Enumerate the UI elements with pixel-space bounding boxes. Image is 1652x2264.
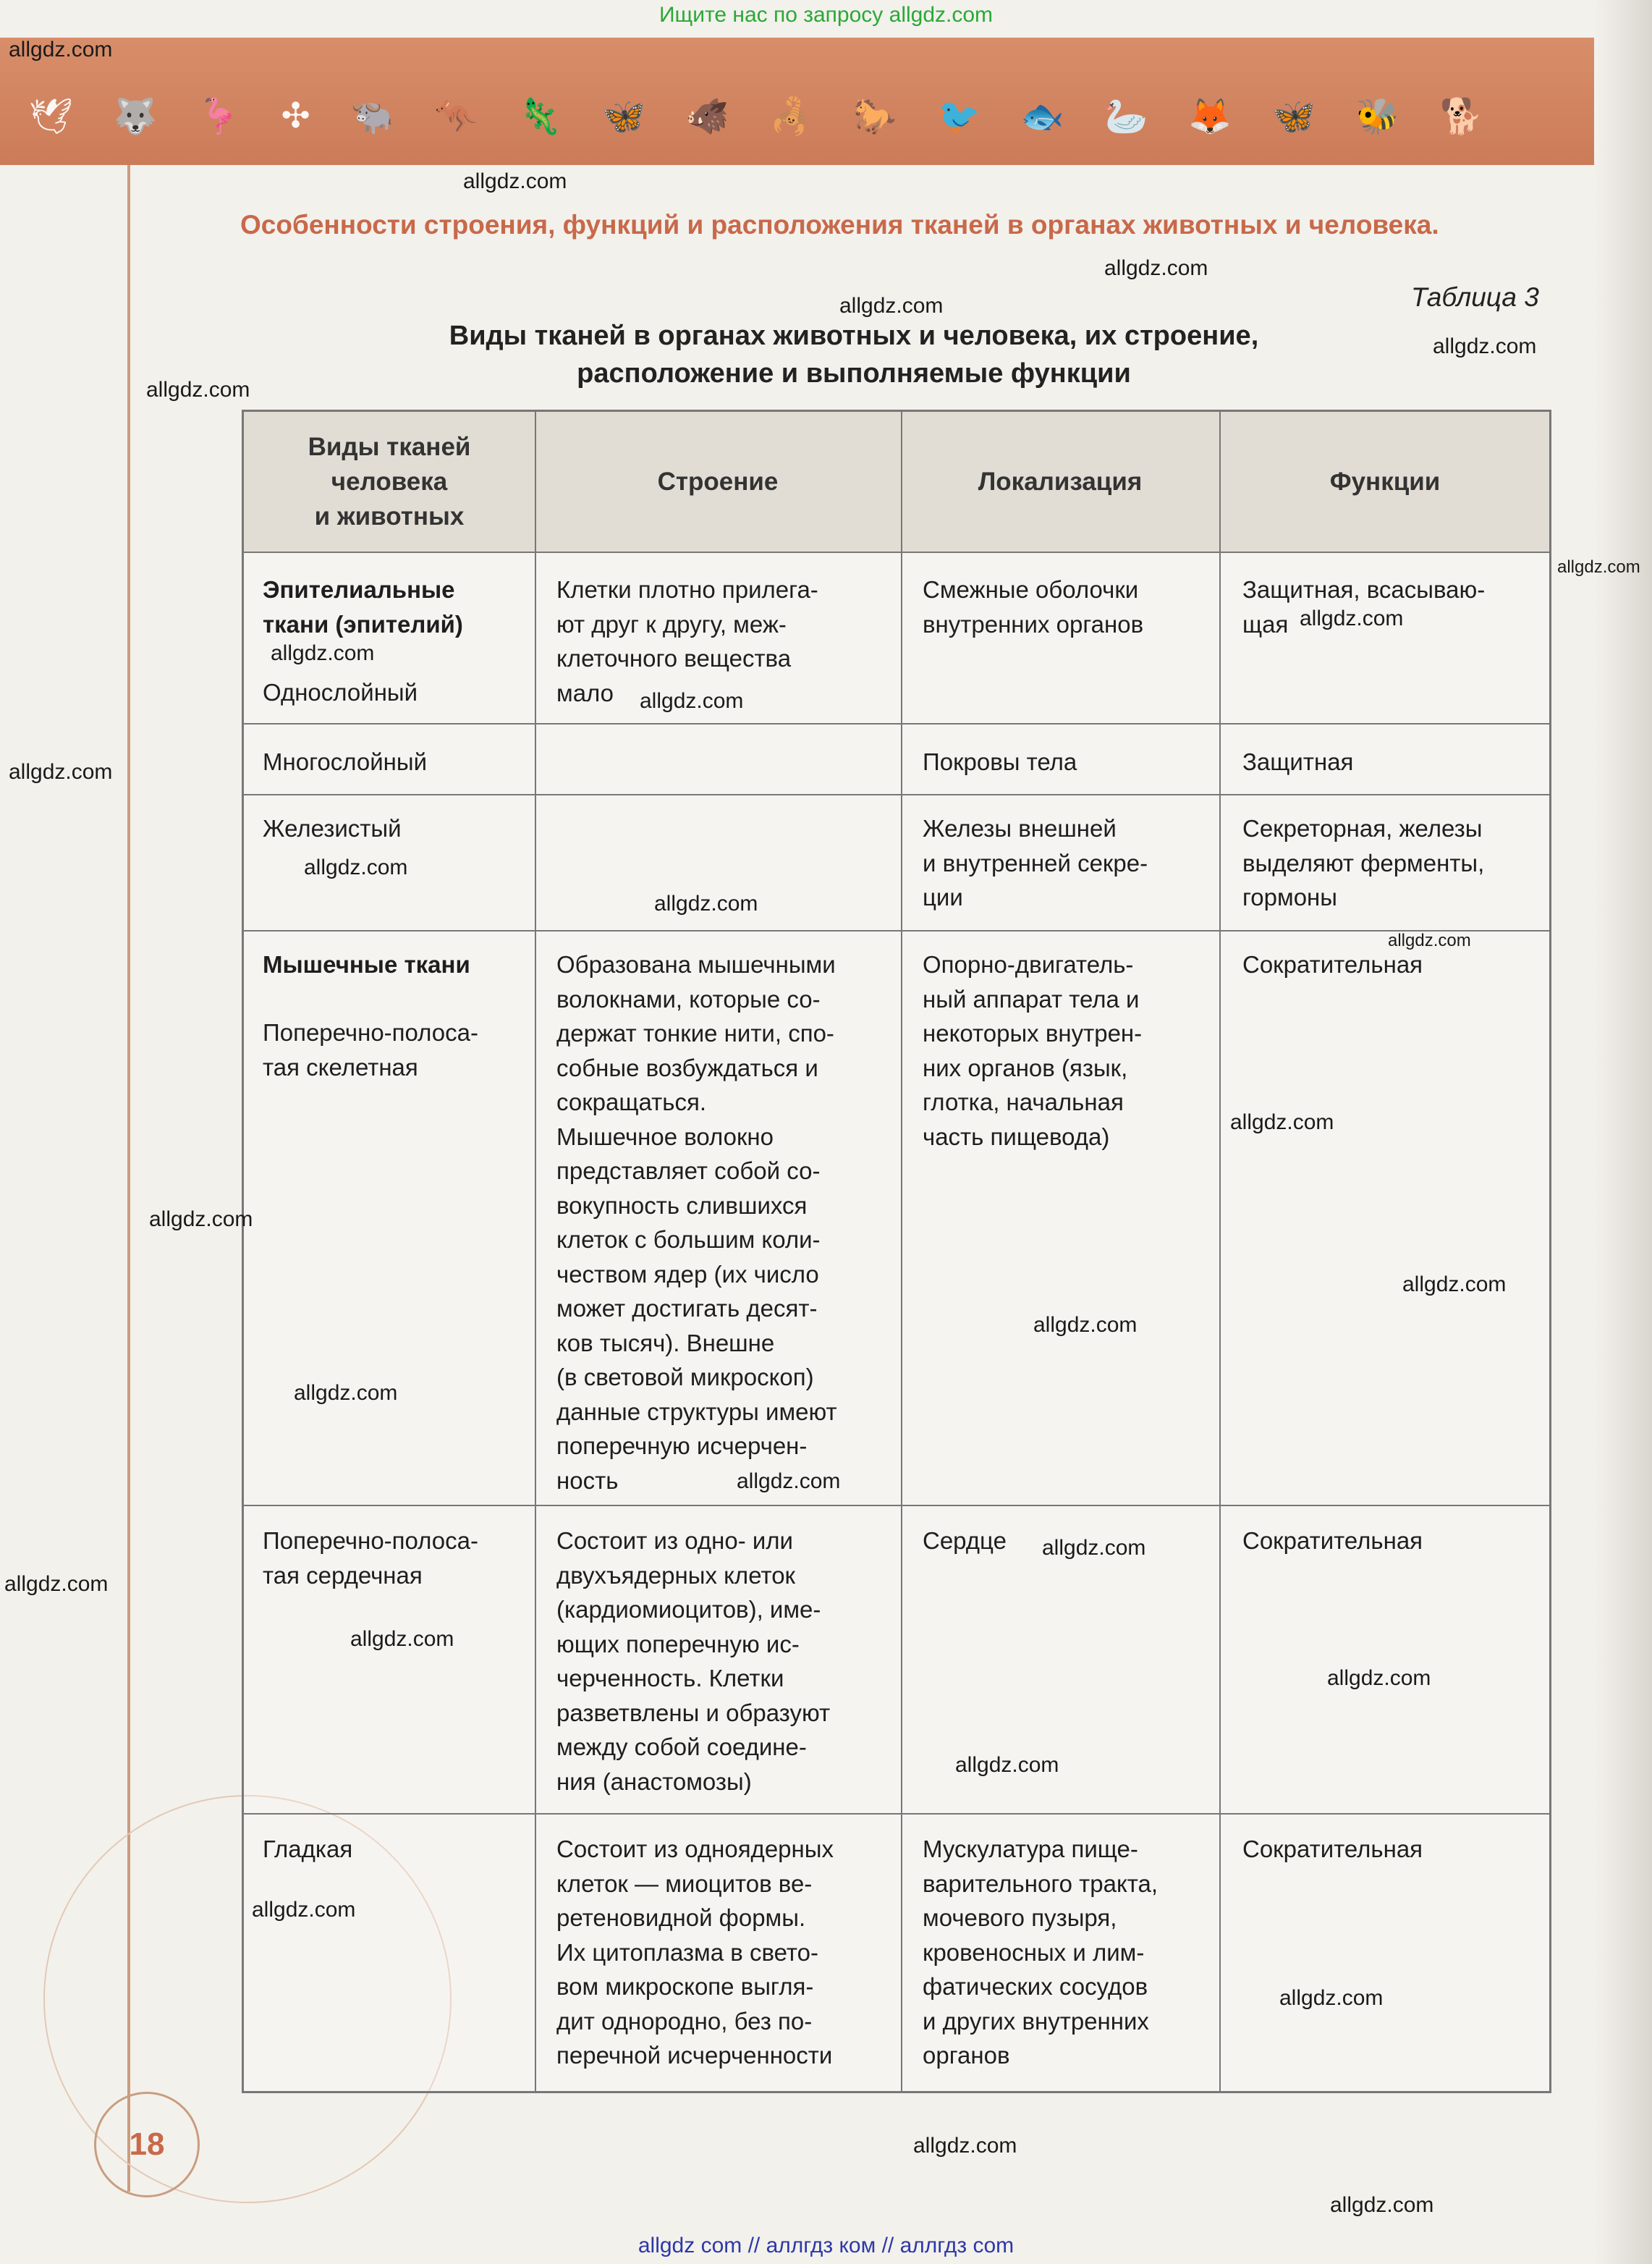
header-line: и животных <box>314 502 465 531</box>
cell-line: вом микроскопе выгля- <box>556 1973 814 2000</box>
table-rule <box>901 412 902 2091</box>
cell-line: Железы внешней <box>923 815 1117 842</box>
watermark: allgdz.com <box>350 1627 454 1651</box>
cell-line: Многослойный <box>263 748 428 775</box>
cell-line: чеством ядер (их число <box>556 1260 819 1288</box>
cell-line: Поперечно-полоса- <box>263 1527 478 1554</box>
heron-icon: 🦩 <box>197 98 241 136</box>
cell-epithelial-single-loc <box>923 573 1143 641</box>
cell-line: Защитная, всасываю- <box>1242 576 1486 603</box>
column-header-structure <box>535 412 901 552</box>
cell-muscle-skeletal-loc <box>923 947 1142 1154</box>
tissue-table <box>242 410 1551 2093</box>
watermark: allgdz.com <box>1033 1313 1138 1337</box>
watermark: allgdz.com <box>294 1381 398 1405</box>
watermark: allgdz.com <box>304 856 408 879</box>
page-edge-shadow <box>1594 0 1652 2264</box>
watermark: allgdz.com <box>1279 1986 1384 2010</box>
dragonfly-icon: ✣ <box>281 97 310 135</box>
table-title-line: расположение и выполняемые функции <box>577 358 1131 389</box>
header-line: Строение <box>657 467 779 496</box>
watermark: allgdz.com <box>1402 1272 1507 1296</box>
header-line: Функции <box>1329 467 1441 496</box>
cell-line: клеток — миоцитов ве- <box>556 1870 813 1897</box>
cell-muscle-smooth-structure <box>556 1832 834 2073</box>
watermark: allgdz.com <box>463 169 567 193</box>
cell-epithelial-multi <box>263 745 427 780</box>
swallow-icon: 🐦 <box>937 98 980 136</box>
butterfly-icon: 🦋 <box>601 98 645 136</box>
cell-line: Смежные оболочки <box>923 576 1139 603</box>
cell-line: Эпителиальные <box>263 576 455 603</box>
watermark: allgdz.com <box>1330 2193 1434 2217</box>
table-number: Таблица 3 <box>1411 282 1539 312</box>
fish-icon: 🐟 <box>1020 98 1064 136</box>
wolf-icon: 🐺 <box>113 98 157 136</box>
cell-line: гормоны <box>1242 884 1338 911</box>
header-line: Виды тканей <box>308 432 471 461</box>
watermark: allgdz.com <box>955 1753 1059 1777</box>
watermark: allgdz.com <box>1433 334 1537 358</box>
fox-icon: 🦊 <box>1188 98 1232 136</box>
column-header-localization <box>901 412 1219 552</box>
watermark: allgdz.com <box>4 1572 109 1596</box>
cell-muscle-smooth-loc <box>923 1832 1158 2073</box>
cell-line: может достигать десят- <box>556 1295 818 1322</box>
cell-line: (кардиомиоцитов), име- <box>556 1596 821 1623</box>
cell-line: и внутренней секре- <box>923 849 1148 877</box>
cell-muscle-cardiac-loc <box>923 1524 1007 1558</box>
column-header-functions <box>1219 412 1551 552</box>
cell-line: ный аппарат тела и <box>923 985 1140 1013</box>
watermark: allgdz.com <box>1388 931 1471 950</box>
cell-line: ции <box>923 884 963 911</box>
table-rule <box>244 723 1549 725</box>
cell-line: некоторых внутрен- <box>923 1020 1143 1047</box>
header-line: Локализация <box>978 467 1143 496</box>
watermark: allgdz.com <box>1327 1666 1431 1690</box>
cell-line: ков тысяч). Внешне <box>556 1329 775 1356</box>
table-rule <box>244 794 1549 795</box>
moth-icon: 🦋 <box>1272 98 1316 136</box>
watermark: allgdz.com <box>654 892 758 916</box>
cell-line: выделяют ферменты, <box>1242 849 1485 877</box>
watermark: allgdz.com <box>1557 557 1640 577</box>
cell-muscle-smooth <box>263 1832 352 1867</box>
cell-line: тая скелетная <box>263 1053 418 1081</box>
cell-line: Образована мышечными <box>556 951 836 978</box>
cell-line: ния (анастомозы) <box>556 1767 752 1795</box>
bird-icon: 🕊 <box>29 98 73 136</box>
cell-line: между собой соедине- <box>556 1733 807 1760</box>
cell-line: волокнами, которые со- <box>556 985 821 1013</box>
table-rule <box>244 1505 1549 1506</box>
watermark: allgdz.com <box>640 689 744 713</box>
cell-line: варительного тракта, <box>923 1870 1158 1897</box>
cell-line: глотка, начальная <box>923 1089 1124 1115</box>
section-heading: Особенности строения, функций и расположения тканей в органах животных и человека. <box>240 210 1439 240</box>
cell-line: Мускулатура пище- <box>923 1836 1138 1862</box>
cell-line: Секреторная, железы <box>1242 815 1483 842</box>
cell-muscle-smooth-func <box>1242 1832 1423 1867</box>
cell-line: и других внутренних <box>923 2007 1149 2035</box>
watermark: allgdz.com <box>146 378 250 402</box>
watermark: allgdz.com <box>149 1207 253 1231</box>
table-rule <box>244 552 1549 553</box>
watermark: allgdz.com <box>737 1469 841 1493</box>
cell-line: фатических сосудов <box>923 1973 1148 2000</box>
header-line: человека <box>331 467 448 496</box>
cell-epithelial-gland-loc <box>923 811 1148 915</box>
cell-line: ющих поперечную ис- <box>556 1630 800 1657</box>
watermark: allgdz.com <box>1104 256 1208 280</box>
watermark: allgdz.com <box>9 760 113 784</box>
cell-line: Клетки плотно прилега- <box>556 576 818 603</box>
cell-line: Состоит из одно- или <box>556 1527 793 1554</box>
table-rule <box>244 930 1549 932</box>
animal-icons-row <box>29 96 1483 137</box>
cell-line: дит однородно, без по- <box>556 2007 813 2035</box>
table-rule <box>535 412 536 2091</box>
cell-muscle-cardiac <box>263 1524 478 1592</box>
cell-line: черченность. Клетки <box>556 1665 784 1691</box>
cell-line: мало <box>556 679 614 706</box>
cell-line: сокращаться. <box>556 1089 706 1115</box>
cell-line: клеточного вещества <box>556 645 792 672</box>
wasp-icon: 🐝 <box>1355 98 1399 136</box>
bison-icon: 🐃 <box>350 98 394 136</box>
watermark: allgdz.com <box>839 294 944 318</box>
watermark: allgdz.com <box>271 641 375 665</box>
cell-epithelial-type <box>263 573 463 641</box>
cell-line: ретеновидной формы. <box>556 1904 806 1931</box>
watermark: allgdz.com <box>252 1898 356 1922</box>
cell-line: клеток с большим коли- <box>556 1226 821 1253</box>
bottom-links[interactable]: allgdz com // аллгдз ком // аллгдз com <box>637 2234 1015 2257</box>
cell-line: собные возбуждаться и <box>556 1054 818 1081</box>
cell-line: ность <box>556 1466 619 1494</box>
watermark: allgdz.com <box>1300 607 1404 630</box>
column-header-tissue-type <box>244 412 535 552</box>
cell-line: Сократительная <box>1242 1527 1423 1554</box>
cell-line: Опорно-двигатель- <box>923 951 1134 978</box>
top-search-link[interactable]: Ищите нас по запросу allgdz.com <box>658 3 994 27</box>
cell-epithelial-gland-func <box>1242 811 1484 915</box>
cell-line: Однослойный <box>263 679 418 706</box>
scorpion-icon: 🦂 <box>769 98 813 136</box>
watermark: allgdz.com <box>913 2134 1017 2158</box>
cell-line: представляет собой со- <box>556 1157 821 1184</box>
cell-muscle-skeletal-func <box>1242 947 1423 982</box>
page-number: 18 <box>94 2092 200 2197</box>
cell-line: Железистый <box>263 815 402 842</box>
cell-line: (в световой микроскоп) <box>556 1364 814 1390</box>
hog-icon: 🐗 <box>685 98 729 136</box>
cell-line: Мышечные ткани <box>263 951 470 978</box>
cell-line: ткани (эпителий) <box>263 610 463 638</box>
cell-line: органов <box>923 2042 1010 2069</box>
cell-muscle-skeletal-structure <box>556 947 837 1498</box>
cell-line: Покровы тела <box>923 748 1077 775</box>
cell-line: Сердце <box>923 1527 1007 1554</box>
watermark: allgdz.com <box>9 38 113 62</box>
lizard-icon: 🦎 <box>518 98 562 136</box>
cell-line: Защитная <box>1242 748 1354 775</box>
cell-muscle-cardiac-func <box>1242 1524 1423 1558</box>
cell-line: тая сердечная <box>263 1561 423 1589</box>
cell-line: поперечную исчерчен- <box>556 1432 808 1459</box>
cell-line: них органов (язык, <box>923 1054 1128 1081</box>
cell-line: Поперечно-полоса- <box>263 1019 478 1046</box>
cell-line: щая <box>1242 610 1289 638</box>
table-rule <box>244 1813 1549 1815</box>
cell-line: перечной исчерченности <box>556 2042 833 2069</box>
cell-line: Мышечное волокно <box>556 1123 774 1150</box>
cell-epithelial-multi-func <box>1242 745 1353 780</box>
cell-line: кровеносных и лим- <box>923 1938 1145 1966</box>
cell-line: ют друг к другу, меж- <box>556 610 787 638</box>
table-title-line: Виды тканей в органах животных и человека, их строение, <box>449 321 1259 351</box>
crane-icon: 🦢 <box>1104 98 1148 136</box>
cell-line: Сократительная <box>1242 951 1423 978</box>
cell-line: Их цитоплазма в свето- <box>556 1938 818 1966</box>
decorative-animal-banner <box>0 38 1599 165</box>
cell-line: мочевого пузыря, <box>923 1904 1117 1931</box>
cell-line: двухъядерных клеток <box>556 1561 795 1589</box>
dog-icon: 🐕 <box>1439 98 1483 136</box>
cell-muscle-type <box>263 947 470 982</box>
table-rule <box>1219 412 1221 2091</box>
cell-line: разветвлены и образуют <box>556 1699 831 1726</box>
horse-icon: 🐎 <box>853 98 897 136</box>
cell-line: внутренних органов <box>923 610 1144 638</box>
cell-muscle-skeletal <box>263 1015 478 1084</box>
watermark: allgdz.com <box>1042 1536 1146 1560</box>
cell-line: вокупность слившихся <box>556 1191 808 1219</box>
cell-line: данные структуры имеют <box>556 1398 837 1425</box>
watermark: allgdz.com <box>1230 1110 1334 1134</box>
cell-muscle-cardiac-structure <box>556 1524 830 1799</box>
cell-line: Состоит из одноядерных <box>556 1836 834 1862</box>
cell-epithelial-gland <box>263 811 402 846</box>
cell-line: часть пищевода) <box>923 1123 1110 1150</box>
kangaroo-icon: 🦘 <box>434 98 478 136</box>
table-title <box>391 317 1317 392</box>
cell-epithelial-multi-loc <box>923 745 1077 780</box>
cell-epithelial-single <box>263 675 418 710</box>
cell-line: Гладкая <box>263 1836 353 1862</box>
cell-line: Сократительная <box>1242 1836 1423 1862</box>
cell-line: держат тонкие нити, спо- <box>556 1020 834 1047</box>
